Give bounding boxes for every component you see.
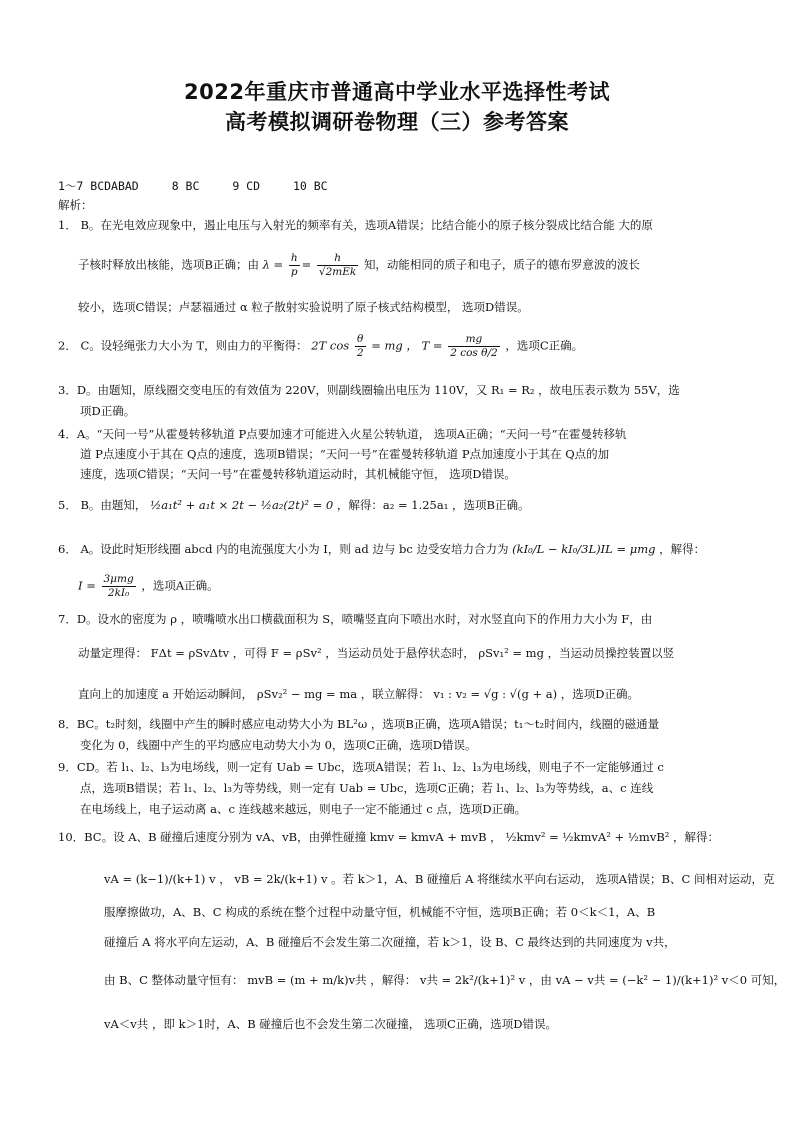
q7-number: 7． [58, 612, 77, 626]
q6-number: 6． [58, 542, 77, 556]
q8-number: 8． [58, 717, 77, 731]
q6-text-1a: A。设此时矩形线圈 abcd 内的电流强度大小为 I，则 ad 边与 bc 边受安培力合力为 [80, 542, 509, 556]
q5-text-a: B。由题知， [80, 498, 147, 512]
q5-equation: ½a₁t² + a₁t × 2t − ½a₂(2t)² = 0 [150, 498, 334, 512]
q9-line-1 [58, 759, 664, 775]
q9-line-2: 点，选项B错误；若 l₁、l₂、l₃为等势线，则一定有 Uab = Ubc，选项C正确；若 l₁、l₂、l₃为等势线，a、c 连线 [80, 781, 654, 795]
q10-line-5: 由 B、C 整体动量守恒有： mvB = (m + m/k)v共 ，解得： v共 = 2k²/(k+1)² v ，由 vA − v共 = (−k² − 1)/(k+1)² v＜0 可知， [104, 973, 786, 987]
q1-frac1-den: p [290, 266, 298, 278]
q1-line-3: 较小，选项C错误；卢瑟福通过 α 粒子散射实验说明了原子核式结构模型， 选项D错误。 [78, 300, 529, 314]
q2-text-a: C。设轻绳张力大小为 T，则由力的平衡得： [80, 338, 308, 353]
q7-line-2: 动量定理得： FΔt = ρSvΔtv ，可得 F = ρSv² ，当运动员处于悬停状态时， ρSv₁² = mg ，当运动员操控装置以竖 [78, 646, 675, 660]
q6-text-1b: ，解得： [659, 542, 706, 556]
q10-text-1: BC。设 A、B 碰撞后速度分别为 vA、vB，由弹性碰撞 kmv = kmvA + mvB ， ½kmv² = ½kmvA² + ½mvB² ，解得： [84, 830, 720, 844]
q1-number: 1． [58, 218, 77, 232]
q2-text-b: ，选项C正确。 [505, 338, 584, 353]
q7-line-1 [58, 611, 652, 627]
q9-line-3: 在电场线上，电子运动离 a、c 连线越来越远，则电子一定不能通过 c 点，选项D正确。 [80, 802, 527, 816]
q1-frac-h-sqrt [317, 252, 358, 279]
q1-eq-lambda: λ = [262, 257, 284, 272]
q2-frac1-num: θ [355, 333, 366, 347]
q1-frac2-num: h [317, 252, 358, 266]
q6-frac-num: 3μmg [103, 573, 134, 585]
q6-eq-I: I = [78, 578, 96, 593]
q3-text-1: D。由题知，原线圈交变电压的有效值为 220V，则副线圈输出电压为 110V，又 R₁ = R₂ ，故电压表示数为 55V，选 [76, 383, 680, 397]
q1-frac1-num: h [290, 252, 298, 264]
q1-frac2-den: √2mEk [318, 266, 357, 278]
q10-line-4: 碰撞后 A 将水平向左运动，A、B 碰撞后不会发生第二次碰撞，若 k＞1，设 B、C 最终达到的共同速度为 v共， [104, 935, 676, 949]
q3-line-2: 项D正确。 [80, 404, 136, 418]
q6-line-1 [58, 541, 705, 557]
summary-9: 9 CD [232, 179, 261, 193]
q8-line-1 [58, 716, 659, 732]
q2-eq1-right: = mg ， [371, 338, 418, 353]
q3-line-1 [58, 382, 680, 398]
q3-number: 3． [58, 383, 77, 397]
title-line-1: 2022年重庆市普通高中学业水平选择性考试 [184, 80, 610, 104]
summary-8: 8 BC [171, 179, 200, 193]
q10-line-6: vA＜v共 ，即 k＞1时，A、B 碰撞后也不会发生第二次碰撞， 选项C正确，选项D错误。 [104, 1017, 557, 1031]
q2-line-1 [58, 333, 583, 360]
q6-frac [102, 573, 136, 600]
summary-10: 10 BC [292, 179, 328, 193]
q5-text-b: ，解得：a₂ = 1.25a₁ ，选项B正确。 [336, 498, 530, 512]
q5-number: 5． [58, 498, 77, 512]
q6-text-2b: ，选项A正确。 [141, 578, 219, 593]
answer-summary [58, 178, 354, 194]
q6-line-2 [78, 573, 219, 600]
q2-eq2-left: T = [421, 338, 443, 353]
q9-text-1: CD。若 l₁、l₂、l₃为电场线，则一定有 Uab = Ubc，选项A错误；若 l₁、l₂、l₃为电场线，则电子不一定能够通过 c [76, 760, 664, 774]
analysis-label: 解析： [58, 198, 93, 212]
q10-line-3: 服摩擦做功，A、B、C 构成的系统在整个过程中动量守恒，机械能不守恒，选项B正确；若 0＜k＜1，A、B [104, 905, 656, 919]
q1-frac-h-p [289, 252, 300, 279]
q1-line-2: 子核时释放出核能，选项B正确；由 λ = $\frac{h}{p}$ = h √2mEk 知，动能相同的质子和电子，质子的德布罗意波的波长 [78, 252, 640, 278]
q10-number: 10． [58, 830, 85, 844]
q2-number: 2． [58, 338, 77, 353]
q2-frac1-den: 2 [356, 347, 364, 359]
q1-line-1 [58, 217, 653, 233]
q4-number: 4． [58, 427, 77, 441]
title-line-2: 高考模拟调研卷物理（三）参考答案 [225, 110, 569, 134]
q1-text-2b: 知，动能相同的质子和电子，质子的德布罗意波的波长 [363, 257, 640, 272]
q1-text-2a: 子核时释放出核能，选项B正确；由 [78, 257, 259, 272]
q2-frac-theta [355, 333, 366, 360]
q6-frac-den: 2kI₀ [107, 587, 130, 599]
q2-frac-mg [448, 333, 500, 360]
summary-1-7: 1～7 BCDABAD [58, 179, 139, 193]
q4-line-2: 道 P点速度小于其在 Q点的速度，选项B错误；“天问一号”在霍曼转移轨道 P点加速度小于其在 Q点的加 [80, 447, 610, 461]
q8-text-1: BC。t₂时刻，线圈中产生的瞬时感应电动势大小为 BL²ω ，选项B正确，选项A错误；t₁～t₂时间内，线圈的磁通量 [76, 717, 660, 731]
q6-equation: (kI₀/L − kI₀/3L)IL = μmg [512, 542, 656, 556]
q2-eq1-left: 2T cos [311, 338, 350, 353]
q4-line-1 [58, 426, 627, 442]
q7-text-1: D。设水的密度为 ρ ，喷嘴喷水出口横截面积为 S，喷嘴竖直向下喷出水时，对水竖直向下的作用力大小为 F，由 [76, 612, 653, 626]
q5-line-1 [58, 497, 529, 513]
q8-line-2: 变化为 0，线圈中产生的平均感应电动势大小为 0，选项C正确，选项D错误。 [80, 738, 477, 752]
q4-text-1: A。“天问一号”从霍曼转移轨道 P点要加速才可能进入火星公转轨道， 选项A正确；“天问一号”在霍曼转移轨 [76, 427, 627, 441]
q2-frac2-num: mg [448, 333, 500, 347]
q7-line-3: 直向上的加速度 a 开始运动瞬间， ρSv₂² − mg = ma ，联立解得： v₁ : v₂ = √g : √(g + a) ，选项D正确。 [78, 687, 639, 701]
q10-line-1 [58, 829, 719, 845]
q2-frac2-den: 2 cos θ/2 [450, 347, 498, 359]
q1-text-1: B。在光电效应现象中，遏止电压与入射光的频率有关，选项A错误；比结合能小的原子核分裂成比结合能 大的原 [80, 218, 653, 232]
q10-line-2: vA = (k−1)/(k+1) v ， vB = 2k/(k+1) v 。若 k＞1，A、B 碰撞后 A 将继续水平向右运动， 选项A错误；B、C 间相对运动，克 [104, 872, 775, 886]
q9-number: 9． [58, 760, 77, 774]
q4-line-3: 速度，选项C错误；“天问一号”在霍曼转移轨道运动时，其机械能守恒， 选项D错误。 [80, 467, 516, 481]
